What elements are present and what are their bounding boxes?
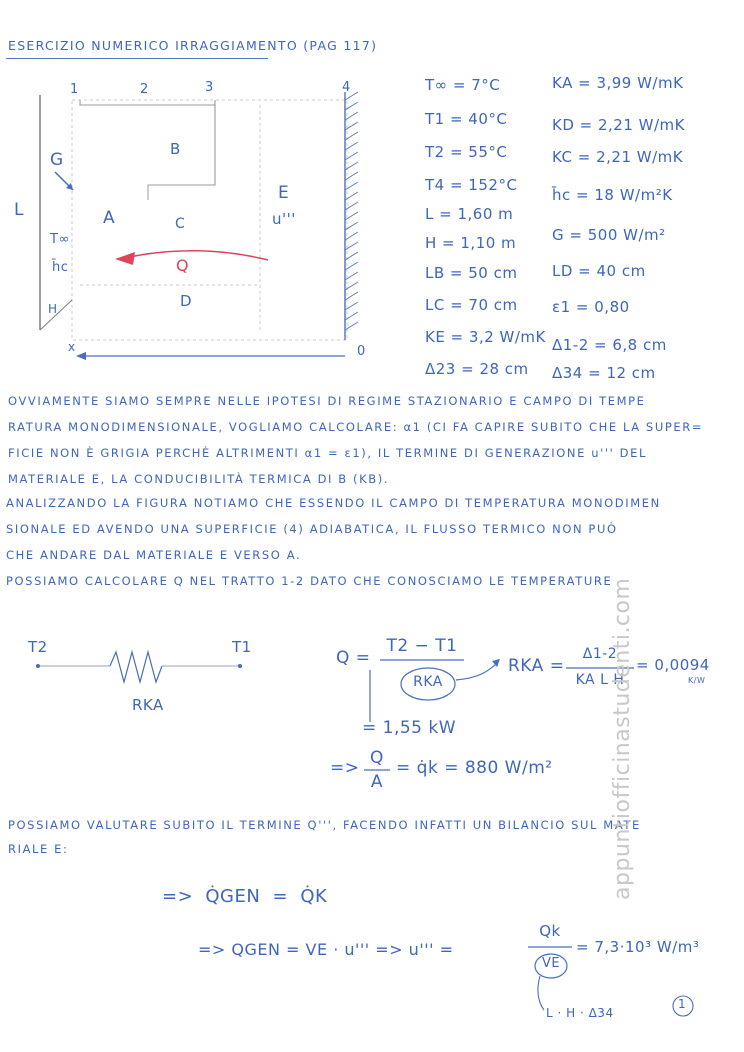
- material-d-label: D: [180, 292, 193, 310]
- param-left-5: H = 1,10 m: [425, 234, 517, 252]
- eq4-result: = 7,3·10³ W/m³: [576, 938, 700, 956]
- eq3: => Q̇GEN = Q̇K: [162, 886, 328, 907]
- eq1-result: = 1,55 kW: [362, 718, 457, 738]
- x-axis-arrow: [76, 352, 86, 360]
- param-left-2: T2 = 55°C: [425, 143, 508, 161]
- param-right-8: Δ34 = 12 cm: [552, 364, 656, 382]
- position-3-label: 3: [205, 80, 214, 95]
- param-right-1: KD = 2,21 W/mK: [552, 116, 685, 134]
- heat-flow-q-label: Q: [176, 256, 190, 275]
- hc-label: h̄c: [52, 260, 69, 275]
- generation-u-label: u''': [272, 210, 296, 228]
- material-b-label: B: [170, 140, 181, 158]
- param-right-7: Δ1-2 = 6,8 cm: [552, 336, 667, 354]
- eq4-numerator: Qk: [539, 922, 561, 940]
- material-a-label: A: [103, 208, 116, 228]
- q-arrow-head: [115, 252, 135, 265]
- eq1-denominator: RKA: [413, 674, 443, 690]
- position-1-label: 1: [70, 82, 79, 97]
- param-left-8: KE = 3,2 W/mK: [425, 328, 546, 346]
- rka-eq-numerator: Δ1-2: [582, 646, 618, 662]
- paragraph-line-8: POSSIAMO CALCOLARE Q NEL TRATTO 1-2 DATO CHE CONOSCIAMO LE TEMPERATURE: [6, 574, 613, 588]
- rka-eq-denominator: KA L H: [575, 672, 625, 688]
- rka-eq-result: = 0,0094: [636, 656, 710, 674]
- eq4-volume-note: L · H · Δ34: [546, 1006, 614, 1020]
- rka-eq-unit: K/W: [688, 676, 706, 685]
- tinf-label: T∞: [50, 232, 70, 247]
- paragraph-line-7: CHE ANDARE DAL MATERIALE E VERSO A.: [6, 548, 302, 562]
- q-arrow-curve: [125, 251, 268, 260]
- block-b-outline: [80, 100, 215, 200]
- material-e-label: E: [278, 183, 290, 203]
- circuit-resistor-label: RKA: [132, 696, 164, 714]
- page-number: 1: [678, 997, 687, 1011]
- paragraph-line-5: ANALIZZANDO LA FIGURA NOTIAMO CHE ESSENDO IL CAMPO DI TEMPERATURA MONODIMEN: [6, 496, 661, 510]
- circuit-node-t2: [36, 664, 40, 668]
- paragraph-line-6: SIONALE ED AVENDO UNA SUPERFICIE (4) ADIABATICA, IL FLUSSO TERMICO NON PUÒ: [6, 522, 618, 536]
- param-right-3: h̄c = 18 W/m²K: [552, 186, 673, 204]
- eq2-numerator: Q: [370, 748, 384, 768]
- material-c-label: C: [175, 216, 186, 232]
- rka-arrow: [456, 662, 498, 680]
- circuit-resistor: [110, 652, 162, 682]
- circuit-t1-label: T1: [232, 638, 252, 656]
- rka-eq-lhs: RKA =: [508, 656, 565, 676]
- param-left-0: T∞ = 7°C: [425, 76, 501, 94]
- circuit-node-t1: [238, 664, 242, 668]
- eq2-prefix: =>: [330, 758, 360, 778]
- param-left-1: T1 = 40°C: [425, 110, 508, 128]
- param-left-6: LB = 50 cm: [425, 264, 518, 282]
- param-right-0: KA = 3,99 W/mK: [552, 74, 684, 92]
- paragraph-line-4: MATERIALE E, LA CONDUCIBILITÀ TERMICA DI B (KB).: [8, 472, 390, 486]
- eq1-lhs: Q =: [336, 648, 371, 668]
- param-right-5: LD = 40 cm: [552, 262, 646, 280]
- position-2-label: 2: [140, 82, 149, 97]
- paragraph2-line-2: RIALE E:: [8, 842, 69, 856]
- circuit-t2-label: T2: [28, 638, 48, 656]
- origin-label: 0: [357, 344, 366, 359]
- eq4-denominator: VE: [541, 956, 561, 971]
- ve-note-arrow: [538, 976, 544, 1010]
- param-left-7: LC = 70 cm: [425, 296, 518, 314]
- paragraph-line-2: RATURA MONODIMENSIONALE, VOGLIAMO CALCOLARE: α1 (CI FA CAPIRE SUBITO CHE LA SUPER=: [8, 420, 704, 434]
- paragraph2-line-1: POSSIAMO VALUTARE SUBITO IL TERMINE Q''', FACENDO INFATTI UN BILANCIO SUL MATE: [8, 818, 641, 832]
- position-4-label: 4: [342, 80, 351, 95]
- eq4-lhs: => QGEN = VE · u''' => u''' =: [198, 940, 454, 959]
- param-right-4: G = 500 W/m²: [552, 226, 666, 244]
- dimension-h-label: H: [48, 302, 58, 316]
- watermark: appuntiofficinastudenti.com: [610, 577, 635, 900]
- page-title: ESERCIZIO NUMERICO IRRAGGIAMENTO (PAG 117): [8, 38, 378, 53]
- param-left-3: T4 = 152°C: [425, 176, 518, 194]
- paragraph-line-1: OVVIAMENTE SIAMO SEMPRE NELLE IPOTESI DI REGIME STAZIONARIO E CAMPO DI TEMPE: [8, 394, 646, 408]
- paragraph-line-3: FICIE NON È GRIGIA PERCHÈ ALTRIMENTI α1 = ε1), IL TERMINE DI GENERAZIONE u''' DEL: [8, 446, 647, 460]
- param-left-9: Δ23 = 28 cm: [425, 360, 529, 378]
- g-label: G: [50, 150, 64, 170]
- param-right-6: ε1 = 0,80: [552, 298, 630, 316]
- dimension-l-label: L: [14, 200, 24, 220]
- eq2-denominator: A: [370, 772, 384, 792]
- eq1-numerator: T2 − T1: [386, 636, 458, 656]
- eq2-result: = q̇k = 880 W/m²: [396, 758, 553, 778]
- param-right-2: KC = 2,21 W/mK: [552, 148, 684, 166]
- param-left-4: L = 1,60 m: [425, 205, 514, 223]
- x-axis-label: x: [68, 340, 76, 354]
